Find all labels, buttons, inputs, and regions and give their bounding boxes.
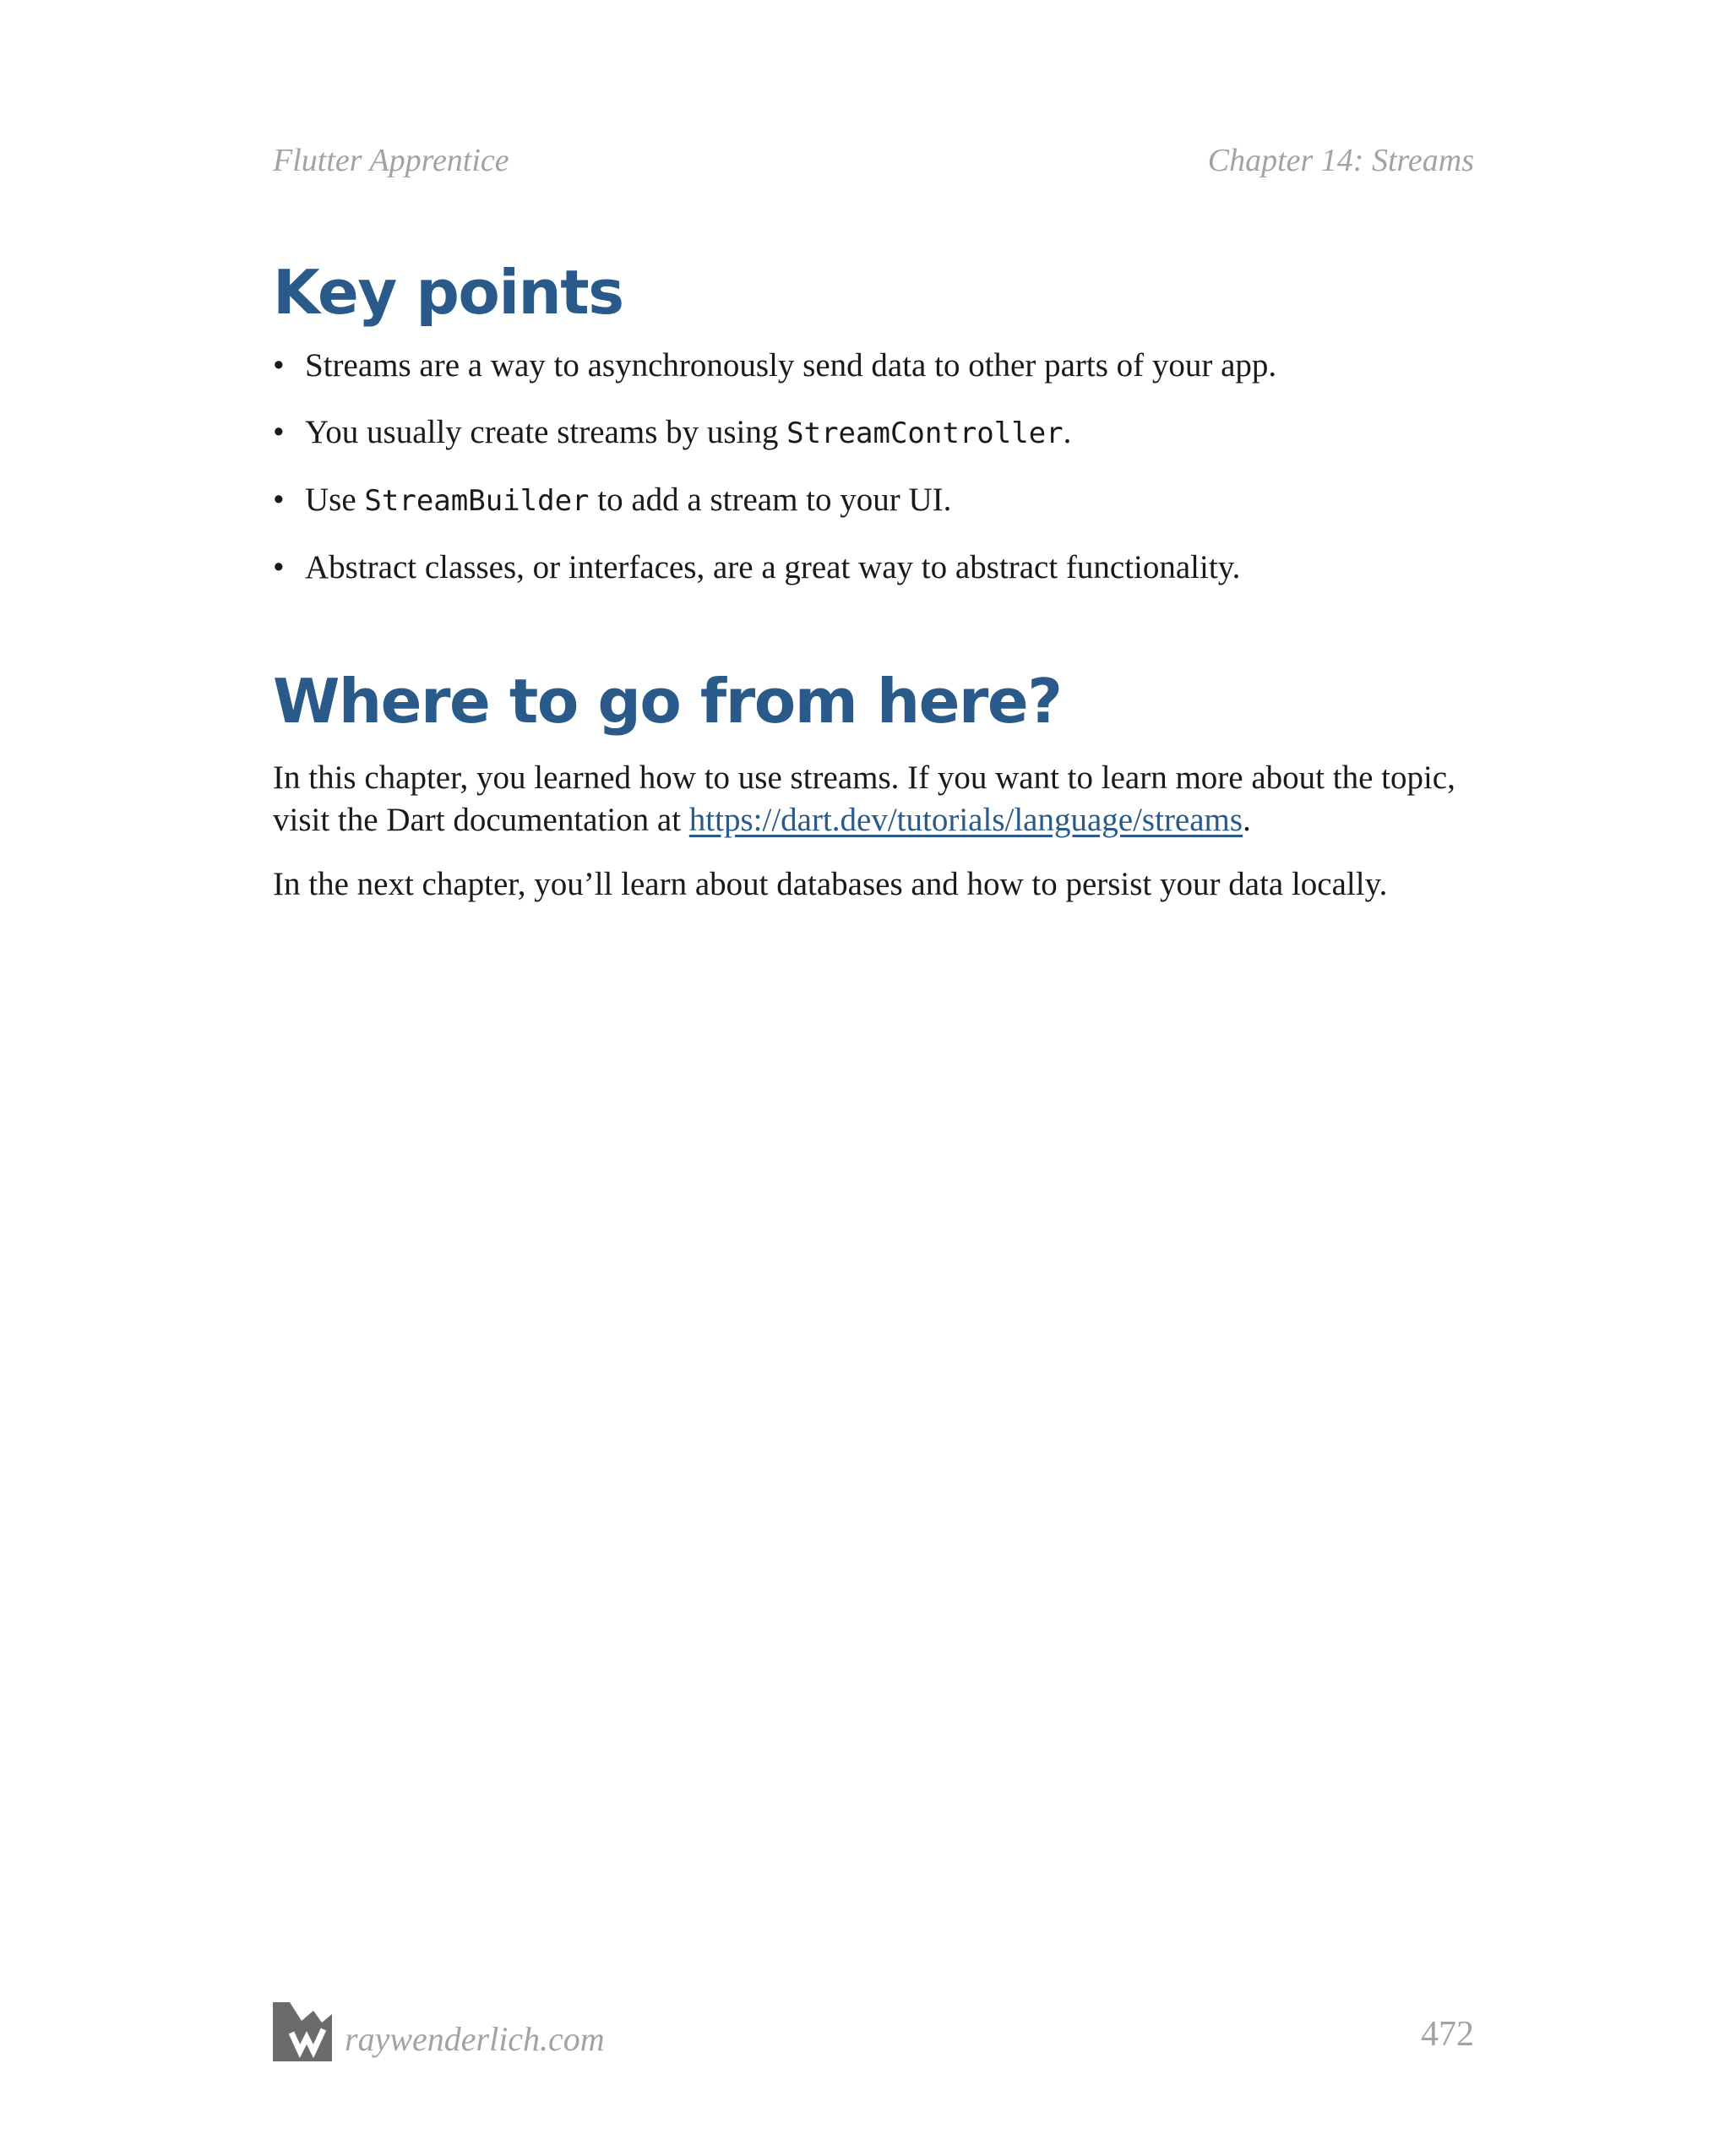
raywenderlich-logo-icon (273, 2002, 332, 2061)
list-item (273, 547, 1477, 589)
list-item-text: Streams are a way to asynchronously send data to other parts of your app. (305, 346, 1277, 384)
list-item (273, 345, 1477, 387)
page-header (273, 142, 1474, 179)
page-footer (273, 2002, 1474, 2063)
where-to-go-heading: Where to go from here? (273, 665, 1062, 737)
bullet-icon: • (273, 346, 285, 384)
list-item (273, 479, 1477, 522)
list-item-text: to add a stream to your UI. (589, 481, 952, 518)
dart-streams-link[interactable]: https://dart.dev/tutorials/language/streams (688, 801, 1243, 838)
key-points-list (273, 345, 1477, 589)
book-title: Flutter Apprentice (273, 143, 509, 178)
list-item-text: You usually create streams by using (305, 413, 787, 450)
list-item-text: . (1063, 413, 1072, 450)
code-stream-controller: StreamController (786, 416, 1064, 450)
code-stream-builder: StreamBuilder (364, 483, 590, 518)
list-item-text: Use (305, 481, 365, 518)
bullet-icon: • (273, 481, 285, 518)
bullet-icon: • (273, 548, 285, 585)
key-points-heading: Key points (273, 257, 623, 328)
paragraph-learn-more (273, 757, 1477, 841)
site-name: raywenderlich.com (345, 2020, 605, 2058)
page-content (273, 258, 1477, 906)
chapter-title: Chapter 14: Streams (1207, 143, 1474, 178)
paragraph-text: . (1243, 801, 1251, 838)
bullet-icon: • (273, 413, 285, 450)
paragraph-text: In this chapter, you learned how to use streams. If you want to learn more about the topic, visit the Dart documentation at (273, 759, 1455, 838)
list-item-text: Abstract classes, or interfaces, are a great way to abstract functionality. (305, 548, 1241, 585)
list-item (273, 411, 1477, 455)
page-number: 472 (1421, 2015, 1474, 2054)
paragraph-next-chapter: In the next chapter, you’ll learn about databases and how to persist your data locally. (273, 865, 1388, 902)
